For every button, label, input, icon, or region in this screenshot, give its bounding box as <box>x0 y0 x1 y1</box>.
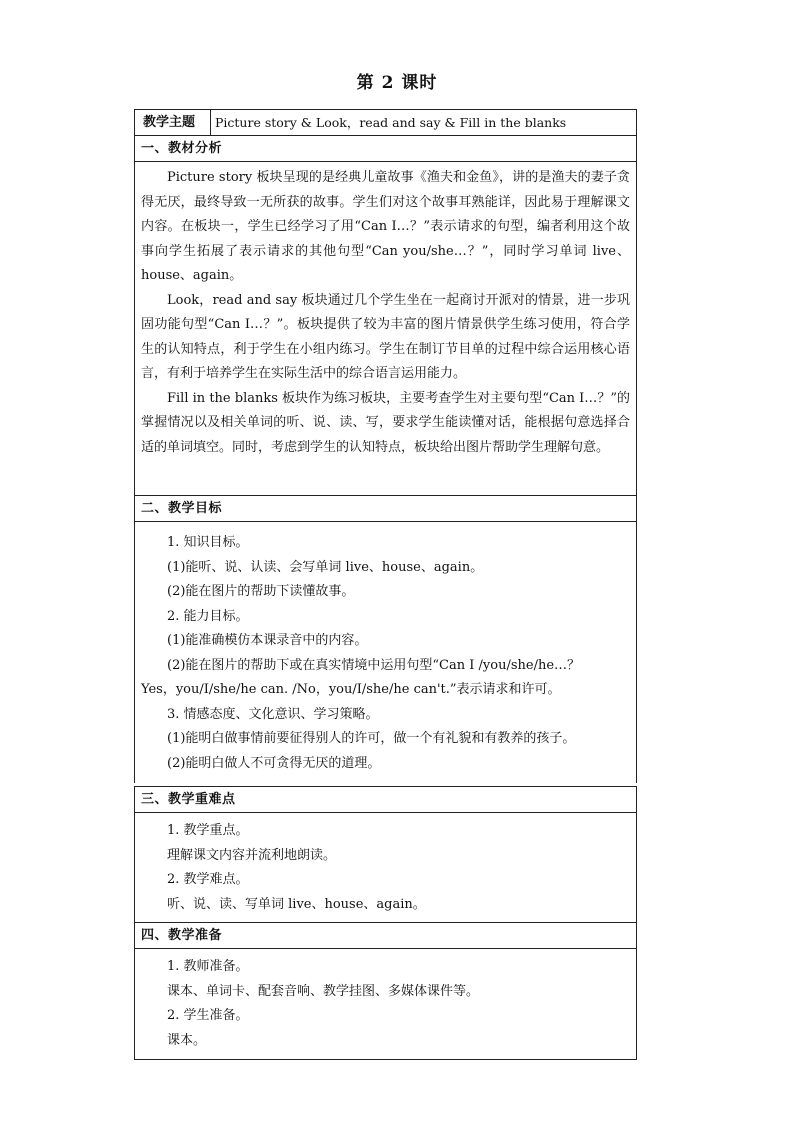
goals-line: (2)能明白做人不可贪得无厌的道理。 <box>167 755 381 771</box>
keypoints-line: 听、说、读、写单词 live、house、again。 <box>167 896 426 912</box>
analysis-paragraph: Look，read and say 板块通过几个学生坐在一起商讨开派对的情景，进一步巩固功能句型“Can I…？”。板块提供了较为丰富的图片情景供学生练习使用，符合学生的认知特点，利于学生在小组内练习。学生在制订节目单的过程中综合运用核心语言，有利于培养学生在实际生活中的综合语言运用能力。 <box>141 292 630 381</box>
keypoints-line: 2. 教学难点。 <box>167 872 249 887</box>
goals-line: (1)能听、说、认读、会写单词 live、house、again。 <box>167 559 484 575</box>
goals-line: (1)能明白做事情前要征得别人的许可，做一个有礼貌和有教养的孩子。 <box>167 731 576 746</box>
keypoints-heading: 三、教学重难点 <box>135 786 636 812</box>
preparation-line: 1. 教师准备。 <box>167 959 249 974</box>
page-title: 第 2 课时 <box>356 73 438 93</box>
topic-value: Picture story & Look，read and say & Fill in the blanks <box>215 115 567 130</box>
keypoints-line: 1. 教学重点。 <box>167 823 249 838</box>
analysis-body <box>135 161 636 495</box>
goals-line: 1. 知识目标。 <box>167 535 249 550</box>
analysis-paragraph: Picture story 板块呈现的是经典儿童故事《渔夫和金鱼》，讲的是渔夫的妻子贪得无厌，最终导致一无所获的故事。学生们对这个故事耳熟能详，因此易于理解课文内容。在板块一，学生已经学习了用“Can I…？”表示请求的句型，编者利用这个故事向学生拓展了表示请求的其他句型“Can you/she…？”，同时学习单词 live、house、again。 <box>141 170 630 283</box>
goals-line: (2)能在图片的帮助下或在真实情境中运用句型“Can I /you/she/he…？ <box>167 657 581 673</box>
preparation-body <box>135 948 636 1060</box>
preparation-line: 2. 学生准备。 <box>167 1008 249 1023</box>
goals-line: (1)能准确模仿本课录音中的内容。 <box>167 633 368 648</box>
lesson-table-part-1 <box>134 109 637 783</box>
goals-line: (2)能在图片的帮助下读懂故事。 <box>167 584 355 599</box>
goals-body <box>135 521 636 783</box>
topic-row <box>135 109 636 135</box>
analysis-paragraph: Fill in the blanks 板块作为练习板块，主要考查学生对主要句型“Can I…？”的掌握情况以及相关单词的听、说、读、写，要求学生能读懂对话，能根据句意选择合适的单词填空。同时，考虑到学生的认知特点，板块给出图片帮助学生理解句意。 <box>141 390 630 455</box>
lesson-table-part-2 <box>134 786 637 1060</box>
goals-line: Yes，you/I/she/he can. /No，you/I/she/he can't.”表示请求和许可。 <box>141 682 561 697</box>
keypoints-line: 理解课文内容并流利地朗读。 <box>167 847 337 863</box>
preparation-line: 课本。 <box>167 1032 207 1048</box>
preparation-heading: 四、教学准备 <box>135 922 636 948</box>
keypoints-body <box>135 812 636 922</box>
preparation-line: 课本、单词卡、配套音响、教学挂图、多媒体课件等。 <box>167 983 480 999</box>
analysis-heading: 一、教材分析 <box>135 135 636 161</box>
goals-line: 3. 情感态度、文化意识、学习策略。 <box>167 706 379 722</box>
goals-line: 2. 能力目标。 <box>167 608 249 624</box>
goals-heading: 二、教学目标 <box>135 495 636 521</box>
topic-label: 教学主题 <box>135 110 211 135</box>
